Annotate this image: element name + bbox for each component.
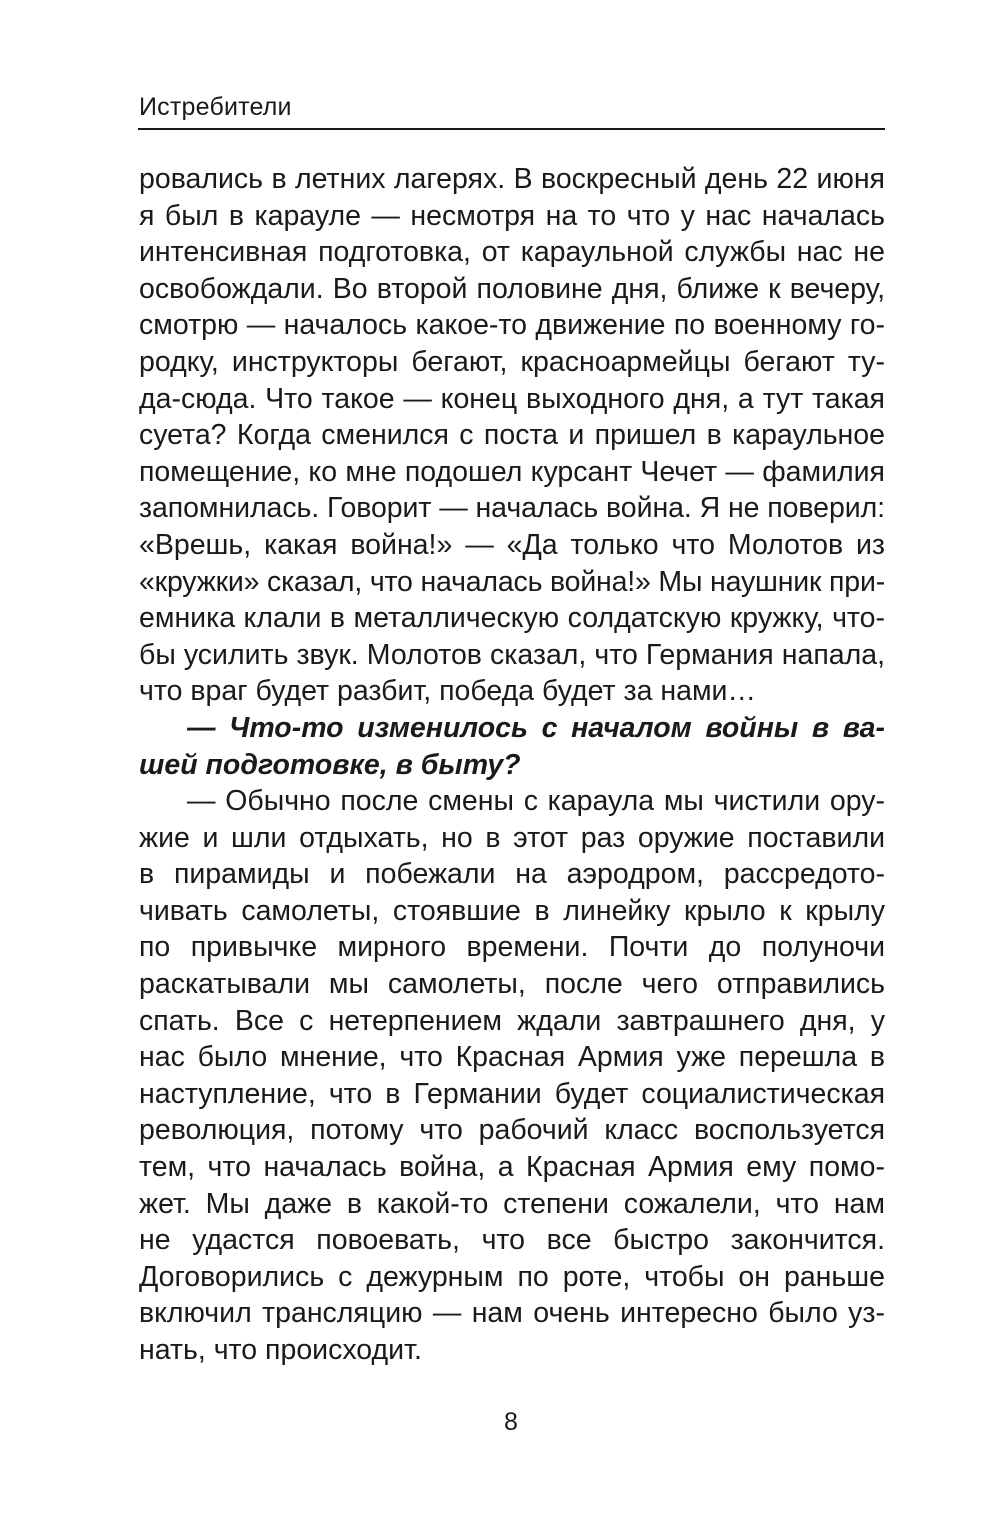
text-line: наступление, что в Германии будет социалистическая <box>139 1077 885 1110</box>
interview-question <box>139 710 885 783</box>
running-header: Истребители <box>139 93 292 121</box>
text-line: помещение, ко мне подошел курсант Чечет — фамилия <box>139 455 885 488</box>
text-line: революция, потому что рабочий класс воспользуется <box>139 1114 885 1147</box>
text-line: жие и шли отдыхать, но в этот раз оружие поставили <box>139 821 886 854</box>
text-line: емника клали в металлическую солдатскую кружку, что- <box>139 602 885 635</box>
text-line: по привычке мирного времени. Почти до полуночи <box>139 931 885 964</box>
text-line: «кружки» сказал, что началась война!» Мы наушник при- <box>139 565 886 598</box>
header-rule <box>138 128 885 130</box>
text-line: бы усилить звук. Молотов сказал, что Германия напала, <box>139 638 885 671</box>
body-text <box>139 161 885 1369</box>
text-line: освобождали. Во второй половине дня, ближе к вечеру, <box>139 272 885 305</box>
question-line: — Что-то изменилось с началом войны в ва- <box>187 711 885 744</box>
text-line: ровались в летних лагерях. В воскресный день 22 июня <box>139 163 885 195</box>
text-line: в пирамиды и побежали на аэродром, рассредото- <box>139 858 885 891</box>
text-line: да-сюда. Что такое — конец выходного дня, а тут такая <box>139 382 885 415</box>
text-line: спать. Все с нетерпением ждали завтрашнего дня, у <box>139 1004 885 1037</box>
text-line: Договорились с дежурным по роте, чтобы он раньше <box>139 1260 885 1293</box>
text-line: суета? Когда сменился с поста и пришел в караульное <box>139 419 885 452</box>
text-line: нать, что происходит. <box>139 1334 422 1366</box>
text-line: включил трансляцию — нам очень интересно было уз- <box>139 1297 885 1330</box>
text-line: не удастся повоевать, что все быстро закончится. <box>139 1224 885 1257</box>
paragraph-continuation <box>139 161 885 710</box>
question-line: шей подготовке, в быту? <box>139 748 521 781</box>
answer-paragraph <box>139 783 885 1369</box>
text-line: чивать самолеты, стоявшие в линейку крыло к крылу <box>139 894 885 927</box>
text-line: смотрю — началось какое-то движение по военному го- <box>139 309 885 342</box>
text-line: родку, инструкторы бегают, красноармейцы бегают ту- <box>139 345 885 378</box>
text-line: я был в карауле — несмотря на то что у нас началась <box>139 199 885 232</box>
text-line: интенсивная подготовка, от караульной службы нас не <box>139 236 885 269</box>
text-line: раскатывали мы самолеты, после чего отправились <box>139 968 885 1001</box>
text-line: — Обычно после смены с караула мы чистили ору- <box>187 785 885 818</box>
text-line: тем, что началась война, а Красная Армия ему помо- <box>139 1151 885 1184</box>
text-line: нас было мнение, что Красная Армия уже перешла в <box>139 1041 886 1074</box>
text-line: запомнилась. Говорит — началась война. Я не поверил: <box>139 492 885 525</box>
text-line: что враг будет разбит, победа будет за нами… <box>139 675 756 708</box>
text-line: жет. Мы даже в какой-то степени сожалели, что нам <box>139 1187 886 1220</box>
page-number: 8 <box>504 1408 518 1436</box>
text-line: «Врешь, какая война!» — «Да только что Молотов из <box>139 528 885 561</box>
